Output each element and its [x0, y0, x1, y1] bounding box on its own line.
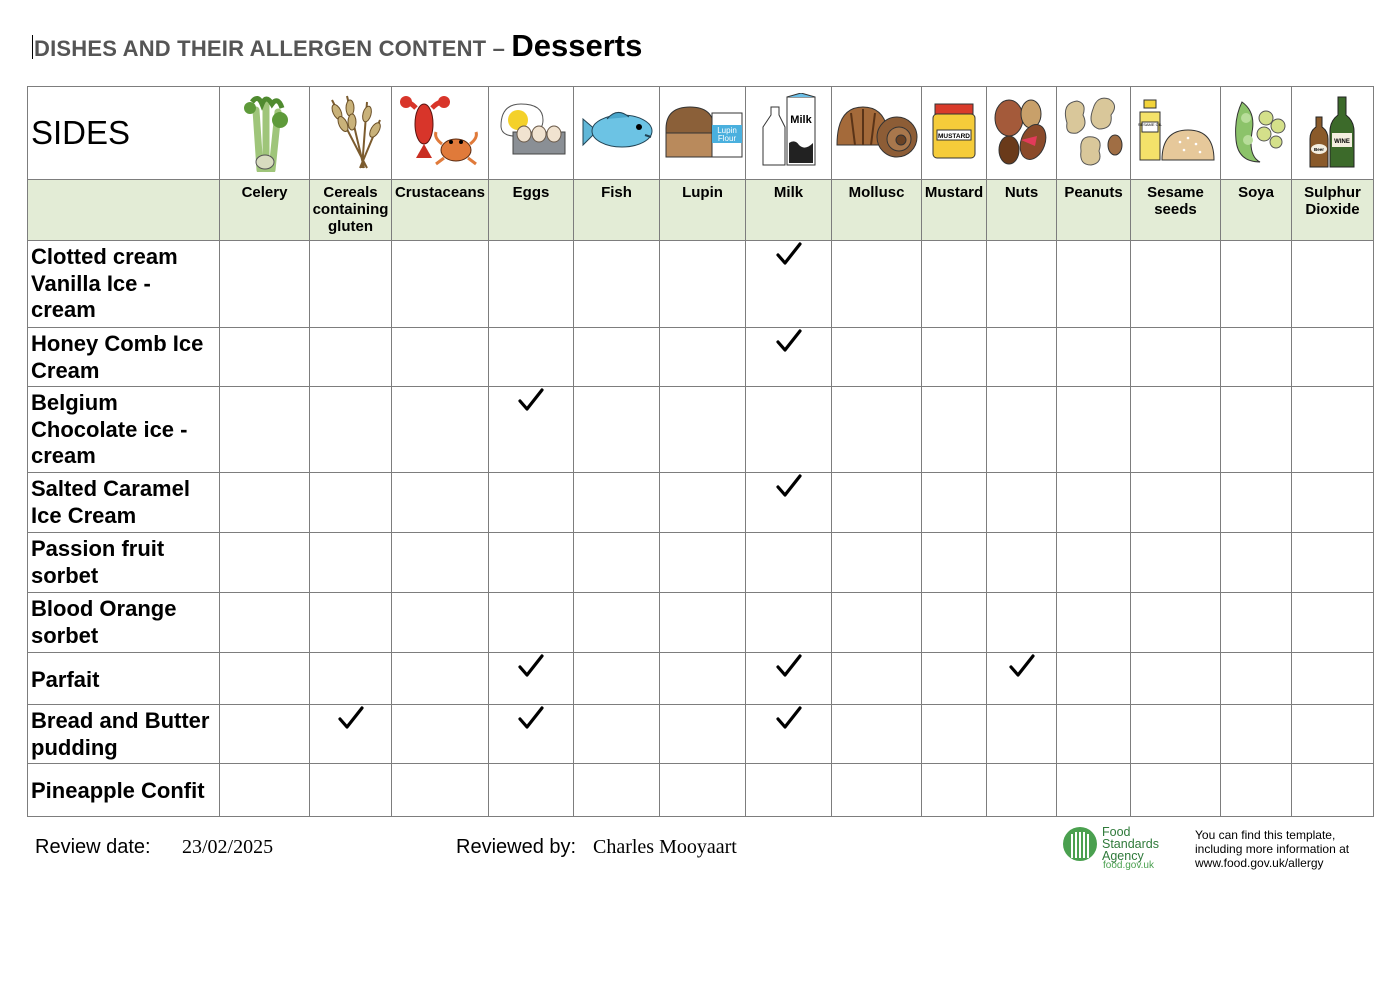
allergen-cell — [574, 533, 660, 593]
allergen-cell — [489, 705, 574, 764]
dish-name: Pineapple Confit — [28, 764, 220, 817]
check-icon — [337, 705, 365, 731]
dish-name: Passion fruit sorbet — [28, 533, 220, 593]
sesame-icon — [1131, 87, 1221, 180]
soya-icon — [1221, 87, 1292, 180]
allergen-cell — [746, 593, 832, 653]
allergen-cell — [220, 764, 310, 817]
dish-name: Blood Orange sorbet — [28, 593, 220, 653]
milk-icon — [746, 87, 832, 180]
allergen-cell — [746, 241, 832, 328]
allergen-cell — [220, 241, 310, 328]
allergen-cell — [1131, 473, 1221, 533]
mustard-icon-text: MUSTARD — [937, 132, 971, 140]
fsa-line-2: Standards — [1102, 837, 1159, 851]
allergen-label-nuts: Nuts — [987, 180, 1057, 241]
celery-icon — [220, 87, 310, 180]
reviewed-by-label: Reviewed by: — [456, 836, 577, 858]
allergen-cell — [574, 241, 660, 328]
allergen-cell — [832, 241, 922, 328]
allergen-cell — [392, 387, 489, 473]
allergen-cell — [922, 533, 987, 593]
allergen-cell — [574, 653, 660, 705]
table-row — [28, 593, 1374, 653]
allergen-cell — [1292, 473, 1374, 533]
allergen-cell — [392, 653, 489, 705]
allergen-label-peanuts: Peanuts — [1057, 180, 1131, 241]
table-row — [28, 241, 1374, 328]
text-cursor — [32, 35, 33, 59]
allergen-cell — [1131, 653, 1221, 705]
allergen-cell — [220, 705, 310, 764]
allergen-label-sulphur-dioxide: Sulphur Dioxide — [1292, 180, 1374, 241]
allergen-cell — [1131, 533, 1221, 593]
allergen-cell — [922, 593, 987, 653]
allergen-cell — [746, 705, 832, 764]
sesame-icon-text: SESAME OIL — [1137, 121, 1162, 127]
allergen-cell — [310, 653, 392, 705]
allergen-cell — [1221, 328, 1292, 387]
allergen-label-mustard: Mustard — [922, 180, 987, 241]
allergen-cell — [220, 533, 310, 593]
allergen-cell — [489, 593, 574, 653]
allergen-cell — [220, 473, 310, 533]
sulphur-dioxide-icon — [1292, 87, 1374, 180]
allergen-cell — [746, 473, 832, 533]
allergen-cell — [922, 473, 987, 533]
allergen-label-lupin: Lupin — [660, 180, 746, 241]
allergen-cell — [987, 473, 1057, 533]
allergen-label-row — [28, 180, 1374, 241]
allergen-cell — [1221, 705, 1292, 764]
allergen-cell — [489, 241, 574, 328]
peanuts-icon — [1057, 87, 1131, 180]
allergen-cell — [574, 473, 660, 533]
nuts-icon — [987, 87, 1057, 180]
allergen-cell — [489, 328, 574, 387]
lupin-icon-text-1: Lupin — [716, 125, 737, 135]
lupin-icon — [660, 87, 746, 180]
allergen-cell — [489, 653, 574, 705]
allergen-cell — [574, 705, 660, 764]
title-main: Desserts — [511, 28, 643, 63]
allergen-cell — [832, 533, 922, 593]
allergen-cell — [310, 473, 392, 533]
table-row — [28, 653, 1374, 705]
table-row — [28, 764, 1374, 817]
allergen-cell — [220, 328, 310, 387]
check-icon — [775, 705, 803, 731]
allergen-cell — [922, 241, 987, 328]
allergen-cell — [746, 387, 832, 473]
allergen-cell — [1131, 328, 1221, 387]
allergen-cell — [922, 764, 987, 817]
reviewed-by-value: Charles Mooyaart — [593, 836, 737, 858]
allergen-cell — [1131, 241, 1221, 328]
allergen-cell — [489, 387, 574, 473]
allergen-cell — [489, 533, 574, 593]
fsa-logo-icon — [1062, 824, 1102, 874]
crustaceans-icon — [392, 87, 489, 180]
check-icon — [517, 387, 545, 413]
allergen-cell — [660, 328, 746, 387]
allergen-cell — [660, 593, 746, 653]
allergen-cell — [660, 473, 746, 533]
allergen-cell — [987, 593, 1057, 653]
allergen-cell — [1057, 764, 1131, 817]
allergen-cell — [1292, 653, 1374, 705]
mustard-icon — [922, 87, 987, 180]
allergen-cell — [392, 533, 489, 593]
allergen-cell — [574, 593, 660, 653]
allergen-cell — [392, 328, 489, 387]
allergen-cell — [392, 241, 489, 328]
fish-icon — [574, 87, 660, 180]
allergen-cell — [220, 593, 310, 653]
allergen-cell — [574, 764, 660, 817]
allergen-cell — [832, 653, 922, 705]
allergen-cell — [1131, 764, 1221, 817]
allergen-label-soya: Soya — [1221, 180, 1292, 241]
allergen-cell — [1292, 764, 1374, 817]
allergen-cell — [660, 387, 746, 473]
dish-name: Clotted cream Vanilla Ice - cream — [28, 241, 220, 328]
allergen-cell — [1292, 328, 1374, 387]
document-title — [32, 28, 642, 64]
allergen-cell — [832, 387, 922, 473]
check-icon — [775, 653, 803, 679]
allergen-cell — [1057, 705, 1131, 764]
allergen-cell — [392, 705, 489, 764]
check-icon — [517, 705, 545, 731]
allergen-cell — [660, 241, 746, 328]
template-note: You can find this template, including more information at www.food.gov.uk/allergy — [1195, 828, 1350, 870]
allergen-cell — [392, 764, 489, 817]
allergen-cell — [746, 328, 832, 387]
allergen-cell — [574, 387, 660, 473]
section-label: SIDES — [28, 87, 220, 180]
allergen-cell — [922, 387, 987, 473]
allergen-cell — [1057, 328, 1131, 387]
allergen-table — [27, 86, 1374, 817]
allergen-cell — [1057, 241, 1131, 328]
allergen-cell — [987, 764, 1057, 817]
allergen-cell — [660, 533, 746, 593]
allergen-cell — [660, 653, 746, 705]
allergen-cell — [1221, 387, 1292, 473]
allergen-cell — [220, 387, 310, 473]
allergen-cell — [310, 387, 392, 473]
wine-label-text: WINE — [1333, 138, 1350, 145]
allergen-cell — [746, 653, 832, 705]
allergen-label-eggs: Eggs — [489, 180, 574, 241]
allergen-cell — [832, 328, 922, 387]
dish-name: Belgium Chocolate ice - cream — [28, 387, 220, 473]
allergen-label-crustaceans: Crustaceans — [392, 180, 489, 241]
allergen-cell — [1221, 533, 1292, 593]
dish-name: Bread and Butter pudding — [28, 705, 220, 764]
allergen-cell — [922, 653, 987, 705]
allergen-cell — [1057, 473, 1131, 533]
allergen-cell — [310, 764, 392, 817]
allergen-cell — [987, 653, 1057, 705]
mollusc-icon — [832, 87, 922, 180]
fsa-url: food.gov.uk — [1103, 860, 1154, 871]
dish-name: Parfait — [28, 653, 220, 705]
allergen-cell — [832, 473, 922, 533]
title-prefix: DISHES AND THEIR ALLERGEN CONTENT – — [34, 36, 512, 61]
allergen-cell — [310, 705, 392, 764]
allergen-cell — [1057, 593, 1131, 653]
allergen-cell — [660, 705, 746, 764]
allergen-label-mollusc: Mollusc — [832, 180, 922, 241]
wheat-icon — [310, 87, 392, 180]
allergen-cell — [1131, 705, 1221, 764]
table-row — [28, 533, 1374, 593]
allergen-cell — [392, 473, 489, 533]
allergen-cell — [987, 705, 1057, 764]
label-row-blank — [28, 180, 220, 241]
allergen-cell — [310, 241, 392, 328]
allergen-cell — [392, 593, 489, 653]
allergen-cell — [832, 593, 922, 653]
allergen-cell — [1221, 593, 1292, 653]
fsa-line-3: Agency — [1102, 849, 1144, 863]
allergen-cell — [1292, 533, 1374, 593]
milk-icon-text: Milk — [789, 113, 812, 126]
icon-row — [28, 87, 1374, 180]
allergen-cell — [489, 473, 574, 533]
check-icon — [517, 653, 545, 679]
allergen-cell — [987, 533, 1057, 593]
allergen-cell — [310, 533, 392, 593]
allergen-cell — [1131, 593, 1221, 653]
allergen-cell — [574, 328, 660, 387]
eggs-icon — [489, 87, 574, 180]
check-icon — [775, 328, 803, 354]
fsa-logo-text — [1102, 826, 1159, 862]
allergen-cell — [1131, 387, 1221, 473]
allergen-cell — [832, 705, 922, 764]
allergen-label-milk: Milk — [746, 180, 832, 241]
allergen-cell — [310, 328, 392, 387]
table-row — [28, 473, 1374, 533]
check-icon — [775, 241, 803, 267]
allergen-cell — [922, 328, 987, 387]
allergen-cell — [1221, 653, 1292, 705]
review-date-value: 23/02/2025 — [182, 836, 274, 858]
allergen-cell — [987, 241, 1057, 328]
allergen-cell — [1057, 533, 1131, 593]
allergen-cell — [987, 328, 1057, 387]
allergen-cell — [1057, 653, 1131, 705]
allergen-cell — [1292, 241, 1374, 328]
allergen-cell — [746, 764, 832, 817]
allergen-cell — [1292, 593, 1374, 653]
allergen-cell — [1221, 764, 1292, 817]
allergen-cell — [1292, 705, 1374, 764]
table-row — [28, 328, 1374, 387]
check-icon — [1008, 653, 1036, 679]
allergen-cell — [220, 653, 310, 705]
dish-name: Salted Caramel Ice Cream — [28, 473, 220, 533]
allergen-cell — [922, 705, 987, 764]
allergen-cell — [1221, 241, 1292, 328]
allergen-cell — [987, 387, 1057, 473]
allergen-label-celery: Celery — [220, 180, 310, 241]
allergen-label-fish: Fish — [574, 180, 660, 241]
allergen-label-cereals-containing-gluten: Cereals containing gluten — [310, 180, 392, 241]
fsa-line-1: Food — [1102, 825, 1131, 839]
allergen-cell — [489, 764, 574, 817]
table-row — [28, 705, 1374, 764]
allergen-label-sesame-seeds: Sesame seeds — [1131, 180, 1221, 241]
check-icon — [775, 473, 803, 499]
allergen-cell — [746, 533, 832, 593]
review-date-label: Review date: — [35, 836, 151, 858]
lupin-icon-text-2: Flour — [717, 133, 736, 143]
allergen-cell — [660, 764, 746, 817]
allergen-cell — [832, 764, 922, 817]
allergen-cell — [1221, 473, 1292, 533]
allergen-cell — [310, 593, 392, 653]
table-row — [28, 387, 1374, 473]
allergen-cell — [1057, 387, 1131, 473]
dish-name: Honey Comb Ice Cream — [28, 328, 220, 387]
beer-label-text: Beer — [1313, 146, 1324, 152]
allergen-cell — [1292, 387, 1374, 473]
